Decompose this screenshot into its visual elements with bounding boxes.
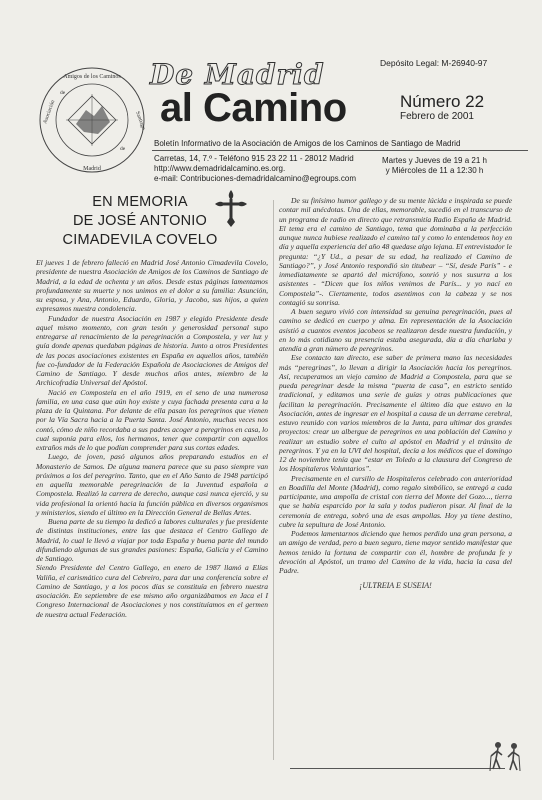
brand-line-2: al Camino [160,86,347,130]
email-link[interactable]: e-mail: Contribuciones-demadridalcamino@egroups.com [154,174,356,183]
opening-hours [382,156,487,176]
closing-salute: ¡ULTREIA E SUSEIA! [359,581,432,591]
association-seal-icon [36,64,148,176]
article-title [40,193,240,250]
paragraph: Precisamente en el cursillo de Hospitaleros celebrado con anterioridad en Boadilla del Monte (Madrid), como regalo simbólico, se entregó a cada participante, una ampolla de cristal con tierra del Monte del Gozo..., tierra que se había esparcido por la sala y todos pudieron pisar. Al final de la ceremonia de entrega, sobró una de esas ampollas. Hoy ya tiene destino, cubre la sepultura de José Antonio. [279,473,512,529]
paragraph: Ese contacto tan directo, ese saber de primera mano las necesidades más “peregrinas”, lo llevan a dirigir la Asociación hacia los peregrinos. Así, recuperamos un viejo camino de Madrid a Compostela, para que se pueda peregrinar desde la misma “puerta de casa”, en estricto sentido tradicional, y editamos una serie de guías y otras publicaciones que facilitan la peregrinación. Precisamente el último día que estuvo en la Asociación, antes de ingresar en el hospital a causa de un derrame cerebral, estuvo reunido con varios miembros de la Junta, para ultimar dos grandes proyectos: crear un albergue de peregrinos en una población del Camino y realizar un estudio sobre el culto al apóstol en Madrid y el tránsito de peregrinos. Y ya en la UVI del hospital, decía a los médicos que el domingo 12 de noviembre tenía que “estar en Toledo a la clausura del Congreso de los Hospitaleros Voluntarios”. [279,353,512,474]
paragraph: Nació en Compostela en el año 1919, en el seno de una numerosa familia, en una casa que aún hoy existe y cuya fachada presenta cara a la plaza de la Quintana. Por delante de ella pasan los peregrinos que vienen por la Vía Sacra hacia a la Puerta Santa. José Antonio, muchas veces nos contó, cómo de niño recordaba a sus padres acoger a peregrinos en casa, lo cual suponía para ellos, los hermanos, tener que compartir con aquellos extraños más de lo que podían comprender para sus cortas edades. [36,387,268,452]
web-link[interactable]: http://www.demadridalcamino.es.org. [154,164,286,173]
column-divider [273,200,274,760]
seal-bottom-text: Madrid [83,166,101,172]
contact-block [154,154,356,184]
title-line-2: DE JOSÉ ANTONIO [72,213,208,229]
paragraph: Siendo Presidente del Centro Gallego, en enero de 1987 llamó a Elías Valiña, el carismático cura del Cebreiro, para dar una conferencia sobre el Camino de Santiago, y a los pocos días se constituía en febrero nuestra asociación. En septiembre de ese mismo año organizábamos en Jaca el I Congreso Internacional de Asociaciones y nos constituíamos en el germen de nuestra actual Federación. [36,563,268,619]
title-line-1: EN MEMORIA [92,194,188,210]
paragraph: Buena parte de su tiempo la dedicó a labores culturales y fue presidente de distintas instituciones, entre las que destaca el Centro Gallego de Madrid, lo cual le llevó a viajar por toda España y buena parte del mundo difundiendo algunas de sus grandes pasiones: España, Galicia y el Camino de Santiago. [36,517,268,563]
seal-top-text: Amigos de los Caminos [63,74,121,80]
hours-line-2: y Miércoles de 11 a 12:30 h [385,166,484,175]
seal-tl-text: de [60,90,66,96]
seal-right-text: Santiago [134,110,147,131]
paragraph: A buen seguro vivió con intensidad su genuina peregrinación, pues al camino se dedicó en cuerpo y alma. En representación de la Asociación asistió a cuantos eventos jacobeos se realizaron desde nuestra fundación, y en lo más cotidiano su presencia estaba asegurada, día a día charlaba y atendía a gran número de peregrinos. [279,307,512,353]
paragraph: Podemos lamentarnos diciendo que hemos perdido una gran persona, a un amigo de verdad, pero a buen seguro, tiene mayor sentido manifestar que hemos tenido la fortuna de compartir con él, hombre de profunda fe y devoción al Apóstol, un tramo del Camino de la vida, hacia la casa del Padre. [279,529,512,575]
paragraph: El jueves 1 de febrero falleció en Madrid José Antonio Cimadevila Covelo, presidente de nuestra Asociación de Amigos de los Caminos de Santiago de Madrid, a la edad de ochenta y un años. Desde estas páginas lamentamos profundamente su muerte y nos unimos en el dolor a su familia: Asunción, su esposa, y Ana, Antonio, Eduardo, Gloria, y Jacobo, sus hijos, a quien expresamos nuestra condolencia. [36,258,268,314]
seal-tr-text: de [120,146,126,152]
santiago-cross-icon [213,188,249,228]
hours-line-1: Martes y Jueves de 19 a 21 h [382,156,487,165]
brand-line-1: De Madrid [150,58,325,91]
article-column-1 [36,258,268,619]
paragraph: De su finísimo humor gallego y de su mente lúcida e inspirada se puede contar mil anécdotas. Una de ellas, memorable, sucedió en el transcurso de un programa de radio en directo que retransmitía Radio España de Madrid. El tema era el camino de Santiago, tema que dominaba a la perfección aunque nunca hubiese realizado el camino tal y como lo entendemos hoy en día y aquella experiencia del año 48 quedase algo lejana. El entrevistador le pregunta: “¿Y Ud., a pesar de su edad, ha realizado el Camino de Santiago?”, y José Antonio respondió sin titubear – “Sí, desde París” - e inmediatamente se apartó del micrófono, sonrió y nos susurra a los asistentes - “Dicen que los niños venimos de París... y yo nací en Compostela”-. Ciertamente, todos asentimos con la cabeza y se nos contagió su sonrisa. [279,196,512,307]
bulletin-subtitle: Boletín Informativo de la Asociación de Amigos de los Caminos de Santiago de Madrid [154,139,461,148]
article-column-2 [279,196,512,591]
legal-deposit: Depósito Legal: M-26940-97 [380,58,488,68]
seal-left-text: Asociación [42,99,57,125]
issue-number: Número 22 [400,92,485,111]
footer-rule [290,768,505,769]
paragraph: Fundador de nuestra Asociación en 1987 y elegido Presidente desde aquel mismo momento, con gran tesón y generosidad personal supo entregarse al renacimiento de la peregrinación a Compostela, y ver luz y guía donde apenas quedaban páginas de historia. Junto a otros Presidentes de las pocas asociaciones existentes en España en aquellos años, también fue co-fundador de la Federación Española de Asociaciones de Amigos del Camino de Santiago. Y desde muchos años antes, miembro de la Archicofradía Universal del Apóstol. [36,313,268,388]
pilgrims-icon [486,739,526,773]
paragraph: Luego, de joven, pasó algunos años preparando estudios en el Monasterio de Samos. De alguna manera parece que su paso siempre van próximos a los del peregrino. Tanto, que en el Año Santo de 1948 participó en aquella memorable peregrinación de la Juventud española a Compostela. Realizó la carrera de derecho, aunque casi nunca ejerció, y su vida profesional la orientó hacia la función pública en diversos organismos y ministerios, siendo el último en la Dirección General de Bellas Artes. [36,452,268,517]
masthead-divider [152,150,528,151]
title-line-3: CIMADEVILA COVELO [62,232,218,248]
issue-date: Febrero de 2001 [400,111,474,122]
address-line: Carretas, 14, 7.º - Teléfono 915 23 22 11 - 28012 Madrid [154,154,354,163]
